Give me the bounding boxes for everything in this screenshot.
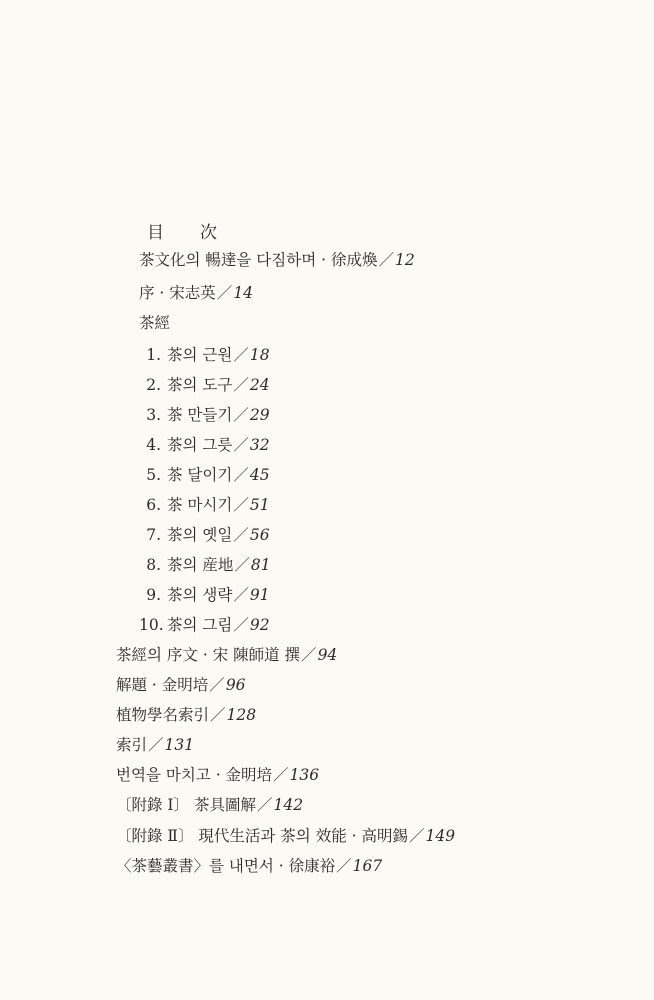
- toc-entry-page-number: 45: [249, 466, 270, 484]
- toc-entry: [116, 856, 382, 876]
- toc-entry-title: 茶의 도구: [167, 376, 233, 394]
- toc-entry-separator: ／: [233, 466, 249, 484]
- toc-entry-title: 茶經: [139, 314, 171, 332]
- toc-entry-separator: ／: [273, 766, 289, 784]
- toc-entry-separator: ／: [256, 796, 273, 814]
- toc-entry: [116, 675, 246, 695]
- toc-entry-title: 茶의 産地: [167, 556, 234, 574]
- toc-entry-page-number: 32: [249, 436, 270, 454]
- toc-entry: [116, 705, 256, 725]
- toc-entry-page-number: 18: [249, 346, 270, 364]
- toc-entry: [139, 465, 270, 485]
- toc-entry-separator: ／: [233, 346, 249, 364]
- toc-entry-number: 7.: [146, 526, 161, 544]
- toc-entry-title: 번역을 마치고 · 金明培: [116, 766, 273, 784]
- toc-entry-number: 9.: [146, 586, 161, 604]
- toc-entry-title: 茶의 그릇: [167, 436, 233, 454]
- toc-entry-page-number: 96: [225, 676, 246, 694]
- toc-entry-page-number: 131: [164, 736, 195, 754]
- toc-entry-title: 索引: [116, 736, 148, 754]
- toc-entry-page-number: 149: [425, 827, 456, 845]
- toc-entry: [116, 765, 319, 785]
- toc-entry-separator: ／: [233, 496, 249, 514]
- toc-entry: [116, 826, 455, 846]
- toc-entry: [139, 283, 253, 303]
- toc-entry: [139, 405, 270, 425]
- toc-entry-page-number: 92: [249, 616, 270, 634]
- toc-entry-page-number: 29: [249, 406, 270, 424]
- toc-entry-title: 序 · 宋志英: [139, 284, 216, 302]
- toc-entry-page-number: 94: [317, 646, 338, 664]
- toc-entry: [139, 250, 415, 270]
- toc-entry-page-number: 91: [249, 586, 270, 604]
- toc-entry-separator: ／: [210, 706, 226, 724]
- toc-entry: [139, 585, 270, 605]
- toc-entry-separator: ／: [233, 586, 249, 604]
- toc-entry-separator: ／: [233, 616, 249, 634]
- toc-entry-separator: ／: [209, 676, 225, 694]
- toc-entry-page-number: 24: [249, 376, 270, 394]
- toc-entry-title: 〔附錄 Ⅰ〕 茶具圖解: [116, 796, 256, 814]
- toc-entry-title: 植物學名索引: [116, 706, 210, 724]
- toc-entry-separator: ／: [233, 526, 249, 544]
- toc-entry-page-number: 142: [273, 796, 304, 814]
- toc-entry-page-number: 51: [249, 496, 270, 514]
- toc-entry: [139, 313, 170, 333]
- toc-entry-page-number: 167: [352, 857, 383, 875]
- toc-entry-separator: ／: [408, 827, 425, 845]
- toc-entry-number: 8.: [146, 556, 161, 574]
- toc-title-char-1: 目: [147, 223, 164, 243]
- toc-entry: [139, 435, 270, 455]
- toc-entry-number: 1.: [146, 346, 161, 364]
- toc-entry: [139, 375, 270, 395]
- toc-entry-page-number: 12: [395, 251, 415, 269]
- toc-entry-number: 2.: [146, 376, 161, 394]
- toc-entry-separator: ／: [378, 251, 394, 269]
- toc-entry-title: 茶의 근원: [167, 346, 233, 364]
- toc-entry-number: 5.: [146, 466, 161, 484]
- toc-entry-page-number: 81: [250, 556, 271, 574]
- toc-title: [147, 218, 217, 243]
- toc-entry: [116, 735, 194, 755]
- toc-entry-number: 10.: [139, 616, 164, 634]
- toc-entry-separator: ／: [148, 736, 164, 754]
- toc-entry-title: 茶 마시기: [167, 496, 233, 514]
- toc-entry-page-number: 128: [226, 706, 257, 724]
- toc-entry-separator: ／: [233, 376, 249, 394]
- toc-entry-separator: ／: [234, 556, 250, 574]
- toc-entry-separator: ／: [336, 857, 352, 875]
- toc-entry-number: 6.: [146, 496, 161, 514]
- toc-entry-page-number: 14: [233, 284, 254, 302]
- toc-entry-separator: ／: [233, 406, 249, 424]
- toc-entry-separator: ／: [233, 436, 249, 454]
- toc-entry: [116, 645, 337, 665]
- toc-entry-page-number: 56: [249, 526, 270, 544]
- toc-entry-title: 〈茶藝叢書〉를 내면서 · 徐康裕: [116, 857, 336, 875]
- toc-entry-title: 茶의 그림: [167, 616, 233, 634]
- toc-entry-title: 茶의 생략: [167, 586, 233, 604]
- toc-entry-title: 茶經의 序文 · 宋 陳師道 撰: [116, 646, 301, 664]
- toc-title-char-2: 次: [200, 223, 217, 243]
- toc-entry-title: 茶의 옛일: [167, 526, 233, 544]
- toc-entry-title: 茶 달이기: [167, 466, 233, 484]
- toc-entry-title: 茶 만들기: [167, 406, 233, 424]
- toc-entry: [139, 345, 270, 365]
- toc-entry-page-number: 136: [289, 766, 320, 784]
- toc-entry-separator: ／: [216, 284, 233, 302]
- toc-entry-title: 〔附錄 Ⅱ〕 現代生活과 茶의 效能 · 高明錫: [116, 827, 408, 845]
- toc-entry: [139, 555, 271, 575]
- toc-entry: [139, 615, 270, 635]
- toc-entry: [139, 495, 270, 515]
- toc-entry-title: 茶文化의 暢達을 다짐하며 · 徐成煥: [139, 251, 378, 269]
- toc-entry-number: 3.: [146, 406, 161, 424]
- toc-entry: [139, 525, 270, 545]
- toc-entry-number: 4.: [146, 436, 161, 454]
- toc-entry-title: 解題 · 金明培: [116, 676, 209, 694]
- toc-entry-separator: ／: [301, 646, 317, 664]
- toc-entry: [116, 795, 303, 815]
